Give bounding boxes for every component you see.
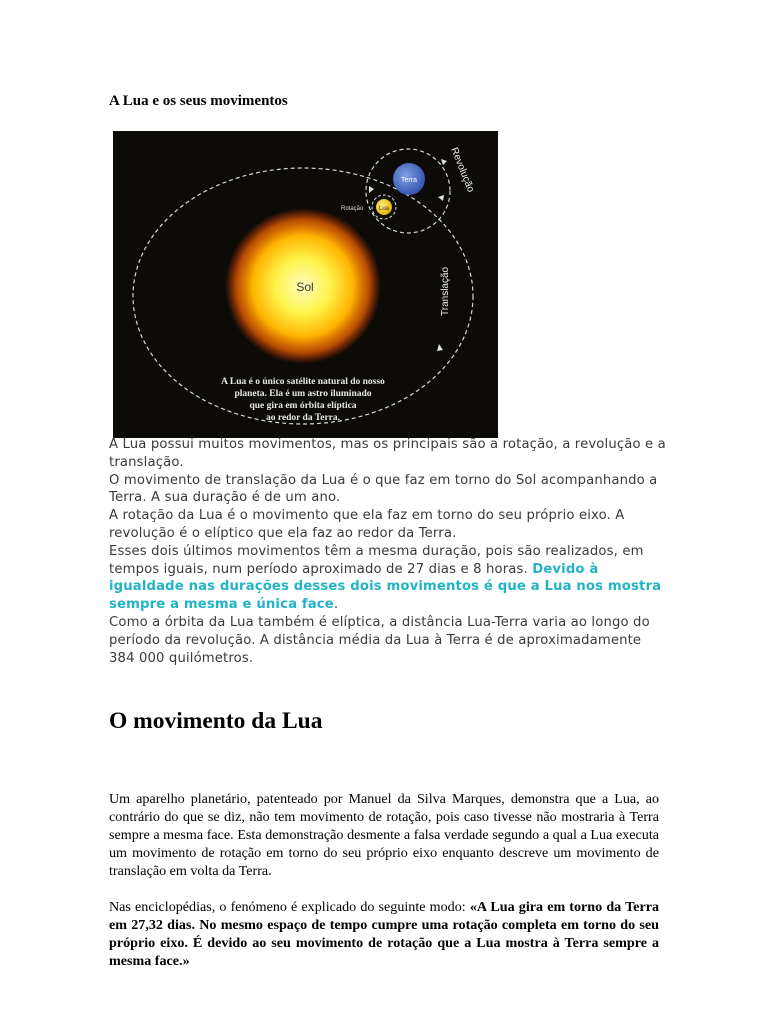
paragraph — [109, 898, 659, 970]
highlighted-text: Devido à igualdade nas durações desses dois movimentos é que a Lua nos mostra sempre a mesma e única face — [109, 561, 662, 613]
section-title-lua-movimentos: A Lua e os seus movimentos — [109, 93, 288, 109]
caption-line: A Lua é o único satélite natural do nosso — [221, 377, 385, 387]
paragraph-text: . — [333, 597, 339, 613]
paragraph: O movimento de translação da Lua é o que faz em torno do Sol acompanhando a Terra. A sua duração é de um ano. — [109, 472, 658, 506]
paragraph — [109, 543, 669, 614]
arrow-icon — [441, 159, 447, 165]
earth-label: Terra — [401, 177, 417, 184]
paragraph: A Lua possui muitos movimentos, mas os principais são a rotação, a revolução e a translação. — [109, 437, 666, 470]
serif-body-text — [109, 790, 659, 988]
arrow-icon — [369, 186, 374, 193]
translation-label: Translação — [440, 266, 451, 316]
arrow-icon — [437, 344, 443, 351]
diagram-svg — [113, 131, 498, 438]
caption-line: que gira em órbita elíptica — [249, 401, 357, 411]
paragraph: Como a órbita da Lua também é elíptica, a distância Lua-Terra varia ao longo do período da revolução. A distância média da Lua à Terra é de aproximadamente 384 000 quilómetros. — [109, 614, 650, 666]
lua-movements-diagram — [113, 131, 498, 438]
paragraph-text: Nas enciclopédias, o fenómeno é explicado do seguinte modo: — [109, 899, 470, 915]
paragraph: A rotação da Lua é o movimento que ela faz em torno do seu próprio eixo. A revolução é o elíptico que ela faz ao redor da Terra. — [109, 508, 625, 541]
arrow-icon — [438, 195, 444, 201]
paragraph-text: Esses dois últimos movimentos têm a mesma duração, pois são realizados, em tempos iguais, num período aproximado de 27 dias e 8 horas. — [109, 543, 644, 577]
revolution-label: Revolução — [448, 146, 477, 194]
section-title-movimento-lua: O movimento da Lua — [109, 708, 323, 734]
rotation-label: Rotação — [341, 206, 364, 212]
caption-line: ao redor da Terra. — [265, 413, 341, 423]
paragraph: Um aparelho planetário, patenteado por Manuel da Silva Marques, demonstra que a Lua, ao contrário do que se diz, não tem movimento de rotação, pois caso tivesse não mostraria à Terra sempre a mesma face. Esta demonstração desmente a falsa verdade segundo a qual a Lua executa um movimento de rotação em torno do seu próprio eixo enquanto descreve um movimento de translação em volta da Terra. — [109, 791, 659, 879]
sun-label: Sol — [296, 280, 314, 294]
caption-line: planeta. Ela é um astro iluminado — [234, 389, 372, 399]
sans-body-text — [109, 436, 669, 667]
quote-bold: «A Lua gira em torno da Terra em 27,32 dias. No mesmo espaço de tempo cumpre uma rotação completa em torno do seu próprio eixo. É devido ao seu movimento de rotação que a Lua mostra à Terra sempre a mesma face.» — [109, 899, 659, 969]
moon-label: Lua — [378, 206, 390, 212]
